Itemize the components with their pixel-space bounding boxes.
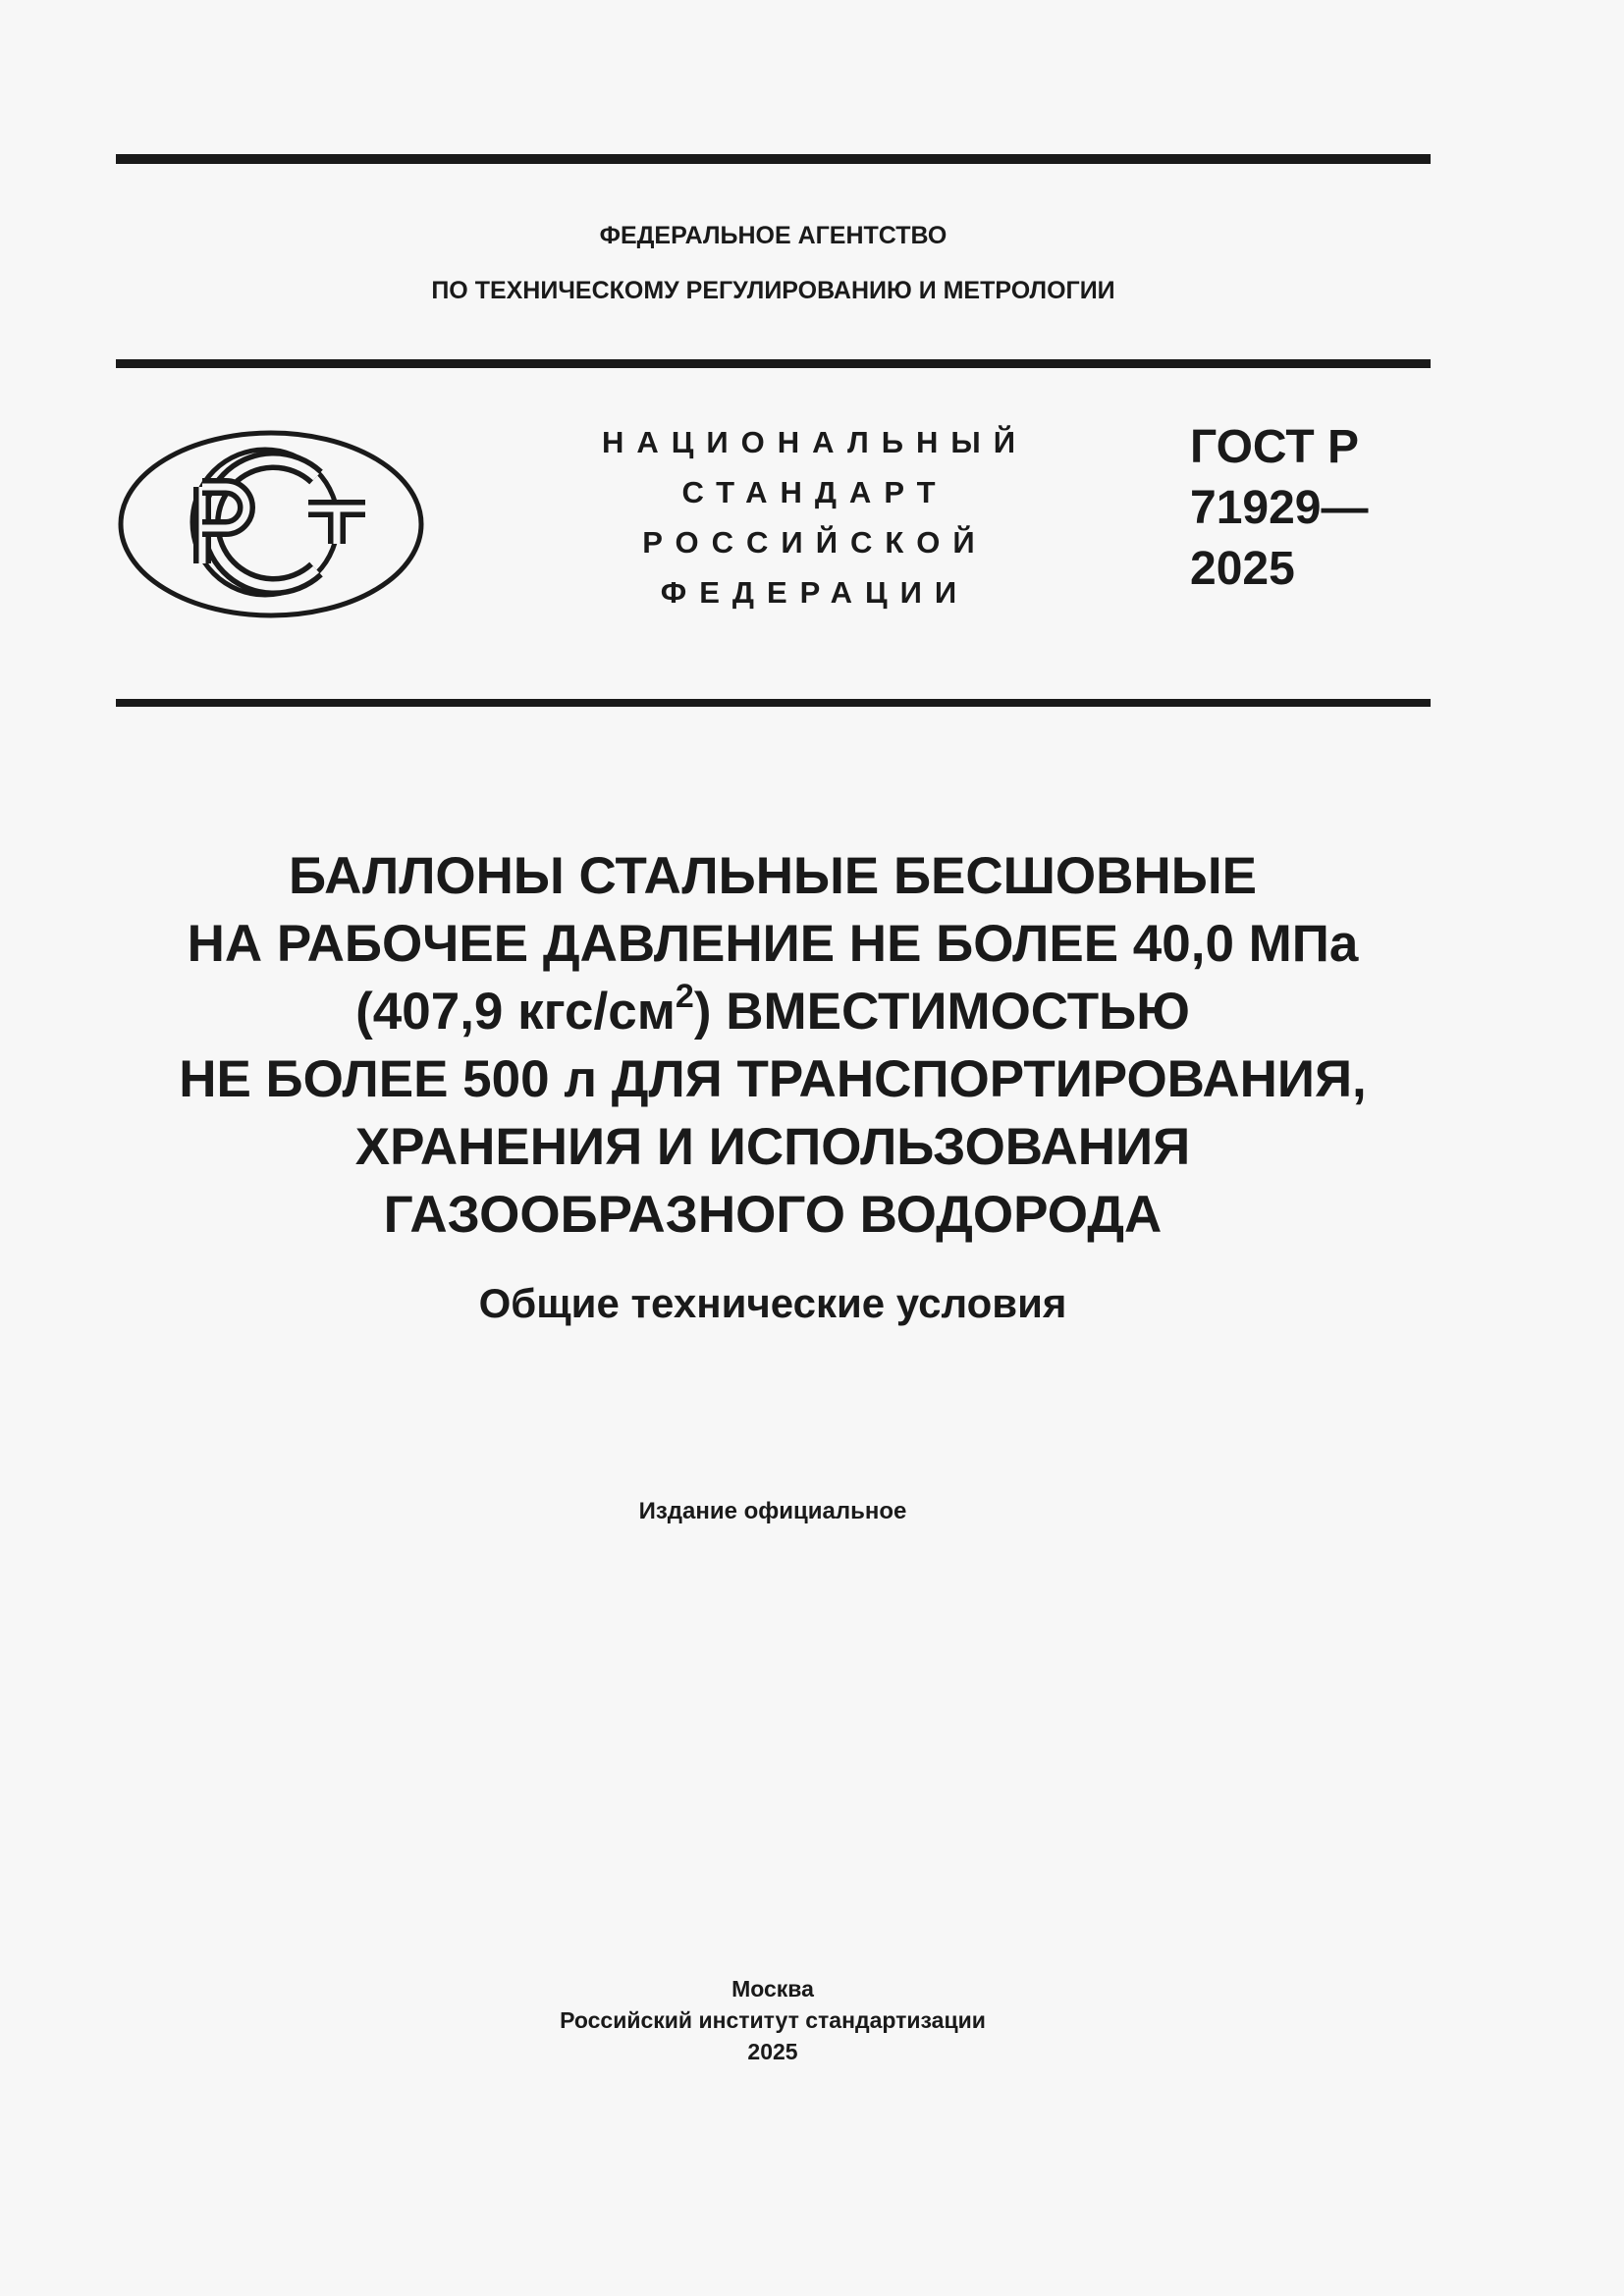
- title-line-2: НА РАБОЧЕЕ ДАВЛЕНИЕ НЕ БОЛЕЕ 40,0 МПа: [187, 915, 1359, 973]
- document-title: [79, 842, 1467, 1249]
- logo-rule: [116, 699, 1431, 707]
- top-rule: [116, 154, 1431, 164]
- title-line-3-end: ) ВМЕСТИМОСТЬЮ: [693, 983, 1190, 1041]
- title-line-5: ХРАНЕНИЯ И ИСПОЛЬЗОВАНИЯ: [354, 1118, 1191, 1176]
- title-line-6: ГАЗООБРАЗНОГО ВОДОРОДА: [383, 1186, 1163, 1244]
- imprint-city: Москва: [731, 1976, 814, 2002]
- designation-line-3: 2025: [1190, 543, 1295, 595]
- standard-type: [589, 417, 1041, 617]
- standard-type-line-4: ФЕДЕРАЦИИ: [660, 575, 970, 610]
- standard-type-line-2: СТАНДАРТ: [681, 475, 948, 509]
- title-line-4: НЕ БОЛЕЕ 500 л ДЛЯ ТРАНСПОРТИРОВАНИЯ,: [179, 1050, 1367, 1108]
- agency-header: [116, 208, 1431, 318]
- imprint-publisher: Российский институт стандартизации: [560, 2007, 986, 2033]
- title-line-3-start: (407,9 кгс/см: [355, 983, 676, 1041]
- standard-type-line-1: НАЦИОНАЛЬНЫЙ: [601, 425, 1029, 459]
- imprint-year: 2025: [747, 2039, 798, 2064]
- title-superscript: 2: [675, 978, 694, 1015]
- standard-designation: [1190, 417, 1368, 600]
- agency-line-2: ПО ТЕХНИЧЕСКОМУ РЕГУЛИРОВАНИЮ И МЕТРОЛОГИИ: [431, 277, 1115, 304]
- agency-line-1: ФЕДЕРАЛЬНОЕ АГЕНТСТВО: [599, 222, 947, 249]
- title-line-1: БАЛЛОНЫ СТАЛЬНЫЕ БЕСШОВНЫЕ: [289, 847, 1257, 905]
- document-subtitle: Общие технические условия: [478, 1280, 1067, 1326]
- header-rule: [116, 359, 1431, 368]
- standard-type-line-3: РОССИЙСКОЙ: [642, 525, 988, 560]
- title-line-3: [79, 978, 1467, 1045]
- rst-logo-icon: [116, 428, 426, 620]
- imprint: [79, 1973, 1467, 2067]
- edition-note: Издание официальное: [638, 1498, 907, 1524]
- designation-line-2: 71929—: [1190, 482, 1369, 534]
- designation-line-1: ГОСТ Р: [1190, 421, 1360, 473]
